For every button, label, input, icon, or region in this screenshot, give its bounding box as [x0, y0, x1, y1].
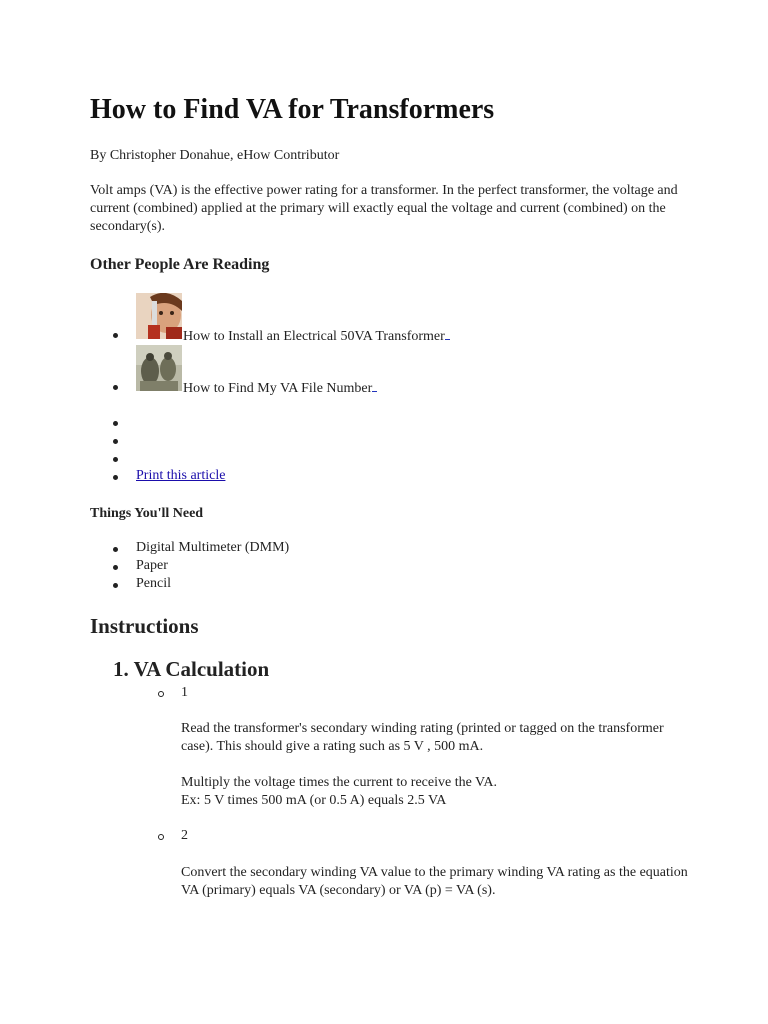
need-item: Pencil: [136, 576, 171, 591]
related-thumbnail-1[interactable]: [136, 293, 182, 339]
link-underline: [445, 327, 450, 340]
page-title: How to Find VA for Transformers: [90, 94, 495, 125]
section-heading: [113, 657, 269, 682]
step-paragraph: Ex: 5 V times 500 mA (or 0.5 A) equals 2.5 VA: [181, 793, 447, 808]
soldiers-photo-icon: [136, 345, 182, 391]
need-item: Paper: [136, 558, 168, 573]
instructions-heading: Instructions: [90, 614, 199, 638]
step-number: 1: [181, 685, 188, 700]
link-underline: [372, 379, 377, 392]
step-paragraph: Convert the secondary winding VA value to the primary winding VA rating as the equation VA (primary) equals VA (secondary) or VA (p) = VA (s).: [181, 865, 688, 898]
section-number: 1.: [113, 657, 129, 681]
step-number: 2: [181, 828, 188, 843]
section-title: VA Calculation: [133, 657, 270, 681]
byline: By Christopher Donahue, eHow Contributor: [90, 148, 340, 163]
bullet: [113, 565, 118, 570]
related-link-2[interactable]: How to Find My VA File Number: [183, 379, 377, 397]
child-photo-icon: [136, 293, 182, 339]
need-item: Digital Multimeter (DMM): [136, 540, 290, 555]
step-paragraph: Multiply the voltage times the current to receive the VA.: [181, 775, 497, 790]
bullet: [113, 475, 118, 480]
related-heading: Other People Are Reading: [90, 256, 270, 273]
empty-bullet: [113, 457, 118, 462]
things-needed-heading: Things You'll Need: [90, 506, 204, 521]
circle-bullet: [158, 834, 164, 840]
bullet: [113, 333, 118, 338]
bullet: [113, 547, 118, 552]
bullet: [113, 385, 118, 390]
empty-bullet: [113, 439, 118, 444]
print-article-link[interactable]: Print this article: [136, 468, 226, 483]
empty-bullet: [113, 421, 118, 426]
circle-bullet: [158, 691, 164, 697]
intro-paragraph: Volt amps (VA) is the effective power rating for a transformer. In the perfect transformer, the voltage and current (combined) applied at the primary will exactly equal the voltage and current (combined) on the secondary(s).: [90, 183, 678, 234]
related-thumbnail-2[interactable]: [136, 345, 182, 391]
bullet: [113, 583, 118, 588]
step-paragraph: Read the transformer's secondary winding rating (printed or tagged on the transformer case). This should give a rating such as 5 V , 500 mA.: [181, 721, 664, 754]
related-link-1[interactable]: How to Install an Electrical 50VA Transformer: [183, 327, 450, 345]
